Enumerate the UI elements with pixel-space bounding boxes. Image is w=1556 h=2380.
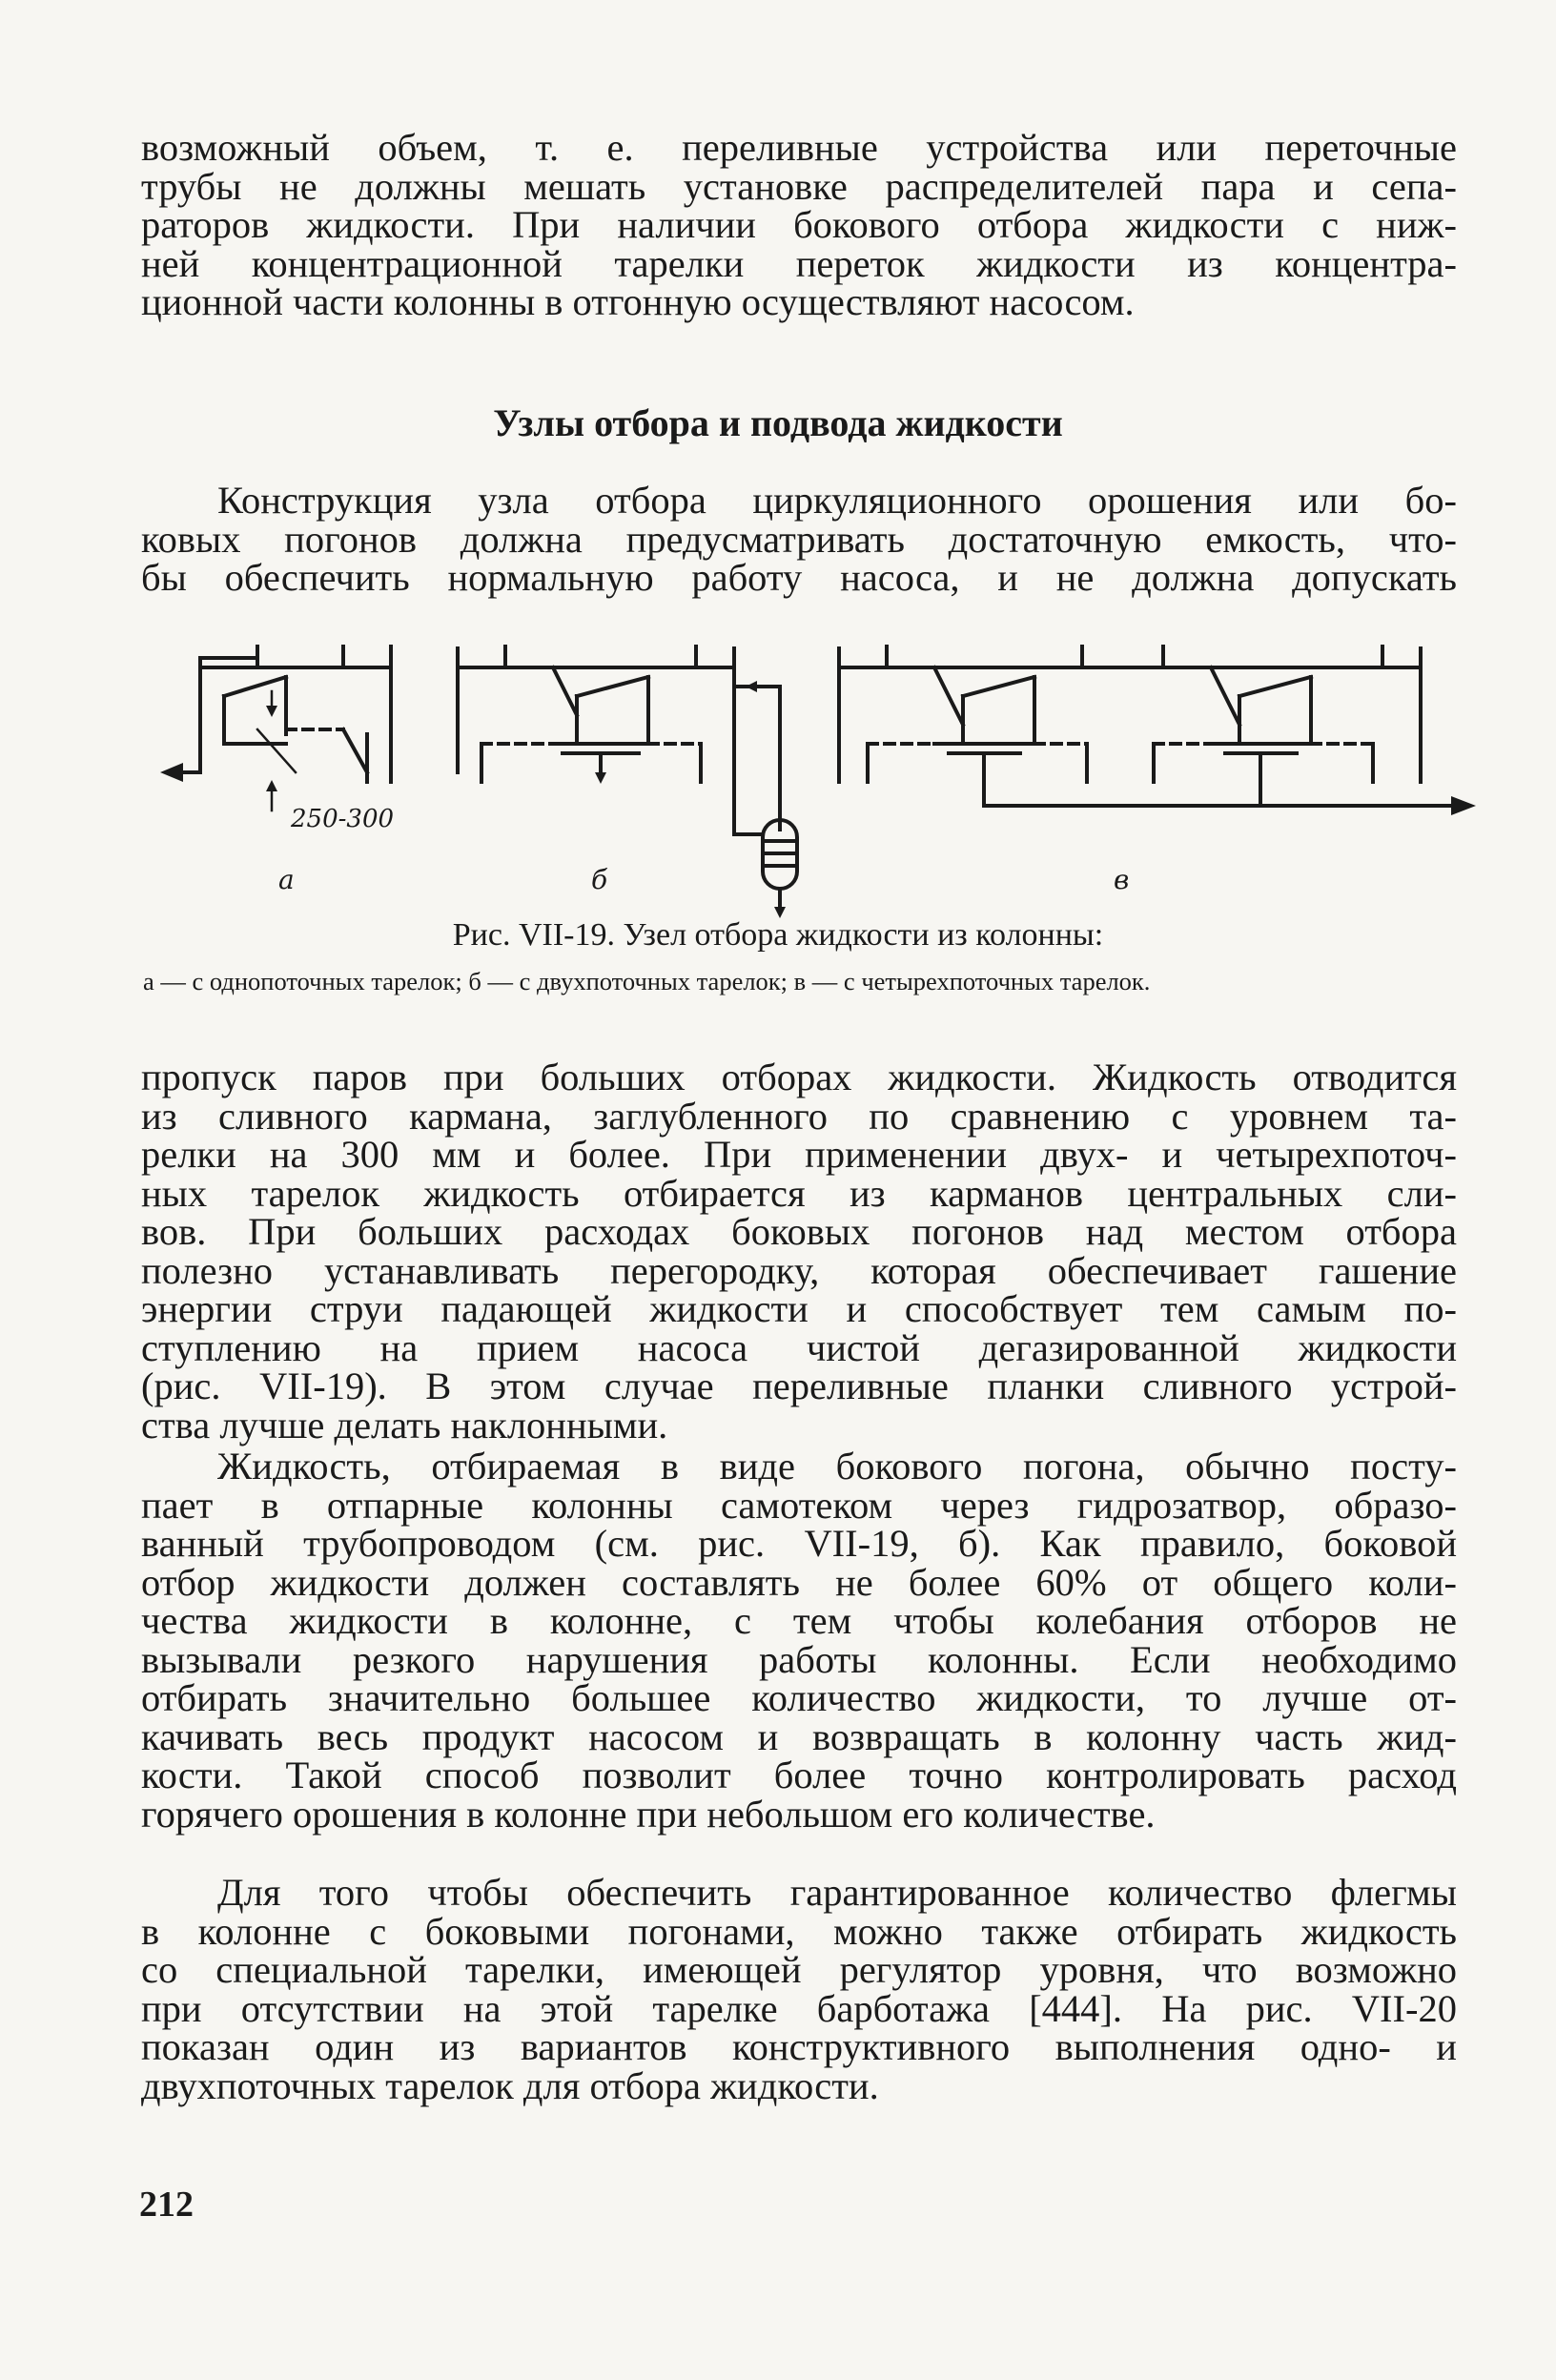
text-line: бы обеспечить нормальную работу насоса, и не должна допускать [141, 556, 1457, 599]
text-line: вов. При больших расходах боковых погонов над местом отбора [141, 1210, 1457, 1253]
label-b: б [591, 864, 608, 895]
dimension-label: 250-300 [291, 805, 395, 833]
text-line: полезно устанавливать перегородку, которая обеспечивает гашение [141, 1248, 1457, 1292]
text-line: качивать весь продукт насосом и возвращать в колонну часть жид- [141, 1714, 1457, 1758]
text-line: отбор жидкости должен составлять не более 60% от общего коли- [141, 1560, 1457, 1604]
text-line: вызывали резкого нарушения работы колонны. Если необходимо [141, 1637, 1457, 1681]
text-line: ней концентрационной тарелки переток жидкости из концентра- [141, 241, 1457, 285]
label-c: в [1114, 864, 1130, 895]
diagram-b [458, 646, 797, 918]
text-line: из сливного кармана, заглубленного по сравнению с уровнем та- [141, 1094, 1457, 1138]
figure-caption: Рис. VII-19. Узел отбора жидкости из колонны: [452, 917, 1104, 953]
figure-legend: а — с однопоточных тарелок; б — с двухпоточных тарелок; в — с четырехпоточных тарелок. [143, 967, 1151, 995]
diagram-a [160, 646, 394, 895]
text-line: ства лучше делать наклонными. [141, 1403, 668, 1446]
text-line: ционной части колонны в отгонную осуществляют насосом. [141, 280, 1135, 323]
text-line: в колонне с боковыми погонами, можно также отбирать жидкость [141, 1909, 1457, 1953]
text-line: энергии струи падающей жидкости и способствует тем самым по- [141, 1287, 1457, 1330]
text-line: двухпоточных тарелок для отбора жидкости. [141, 2063, 879, 2107]
text-line: ковых погонов должна предусматривать достаточную емкость, что- [141, 517, 1457, 561]
text-line: Для того чтобы обеспечить гарантированное количество флегмы [217, 1871, 1457, 1914]
text-line: раторов жидкости. При наличии бокового отбора жидкости с ниж- [141, 203, 1457, 246]
label-a: а [278, 864, 295, 895]
paragraph-3 [141, 1058, 1457, 1445]
text-line: Жидкость, отбираемая в виде бокового погона, обычно посту- [217, 1445, 1457, 1488]
paragraph-2 [141, 479, 1457, 599]
text-line: возможный объем, т. е. переливные устройства или переточные [141, 126, 1457, 169]
page-number: 212 [139, 2185, 194, 2225]
text-line: чества жидкости в колонне, с тем чтобы колебания отборов не [141, 1599, 1457, 1642]
section-heading: Узлы отбора и подвода жидкости [493, 401, 1063, 444]
text-line: со специальной тарелки, имеющей регулятор уровня, что возможно [141, 1948, 1457, 1991]
text-line: Конструкция узла отбора циркуляционного орошения или бо- [217, 479, 1457, 522]
paragraph-5 [141, 1871, 1457, 2107]
text-line: трубы не должны мешать установке распределителей пара и сепа- [141, 164, 1457, 208]
paragraph-top [141, 126, 1457, 323]
text-line: ных тарелок жидкость отбирается из карманов центральных сли- [141, 1171, 1457, 1215]
text-line: горячего орошения в колонне при небольшом его количестве. [141, 1792, 1156, 1836]
diagram-c [839, 646, 1476, 895]
text-line: кости. Такой способ позволит более точно контролировать расход [141, 1754, 1457, 1796]
text-line: пает в отпарные колонны самотеком через гидрозатвор, образо- [141, 1483, 1457, 1527]
text-line: при отсутствии на этой тарелке барботажа [444]. На рис. VII-20 [141, 1986, 1457, 2030]
text-line: пропуск паров при больших отборах жидкости. Жидкость отводится [141, 1056, 1457, 1098]
text-line: ванный трубопроводом (см. рис. VII-19, б). Как правило, боковой [141, 1522, 1457, 1565]
paragraph-4 [141, 1447, 1457, 1834]
text-line: релки на 300 мм и более. При применении двух- и четырехпоточ- [141, 1133, 1457, 1176]
figure-liquid-withdrawal [143, 639, 1478, 925]
text-line: отбирать значительно большее количество жидкости, то лучше от- [141, 1676, 1457, 1719]
text-line: (рис. VII-19). В этом случае переливные планки сливного устрой- [141, 1364, 1457, 1407]
text-line: ступлению на прием насоса чистой дегазированной жидкости [141, 1325, 1457, 1369]
text-line: показан один из вариантов конструктивного выполнения одно- и [141, 2025, 1457, 2068]
